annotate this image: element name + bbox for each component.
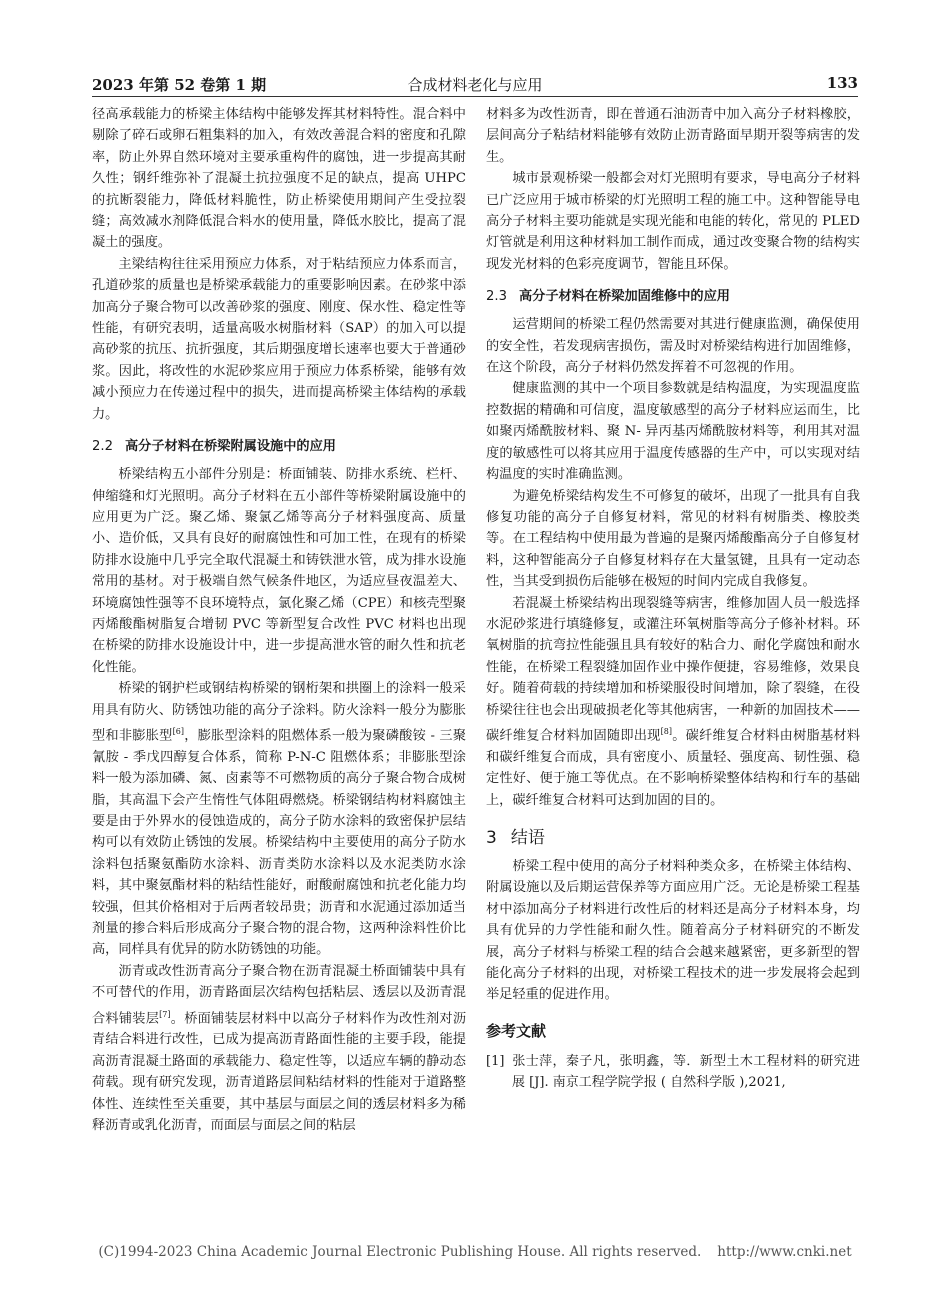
paragraph: 为避免桥梁结构发生不可修复的破坏，出现了一批具有自我修复功能的高分子自修复材料，常见的材料有树脂类、橡胶类等。在工程结构中使用最为普遍的是聚丙烯酸酯高分子自修复材料，这种智能高分子自修复材料存在大量氢键，且具有一定动态性，当其受到损伤后能够在极短的时间内完成自我修复。 <box>486 488 860 590</box>
copyright-notice: (C)1994-2023 China Academic Journal Electronic Publishing House. All rights reserved. <box>98 1244 702 1260</box>
journal-title: 合成材料老化与应用 <box>407 76 543 94</box>
section-number: 2.3 <box>486 289 507 305</box>
paragraph <box>92 961 466 1137</box>
section-number: 2.2 <box>92 439 113 455</box>
text-run: ，膨胀型涂料的阻燃体系一般为聚磷酸铵 - 三聚氰胺 - 季戊四醇复合体系，简称 P-N-C 阻燃体系；非膨胀型涂料一般为添加磷、氮、卤素等不可燃物质的高分子聚合物合成树脂，其高温下会产生惰性气体阻碍燃烧。桥梁钢结构材料腐蚀主要是由于外界水的侵蚀造成的，高分子防水涂料的致密保护层结构可以有效防止锈蚀的发展。桥梁结构中主要使用的高分子防水涂料包括聚氨酯防水涂料、沥青类防水涂料以及水泥类防水涂料，其中聚氨酯材料的粘结性能好，耐酸耐腐蚀和抗老化能力均较强，但其价格相对于后两者较昂贵；沥青和水泥通过添加适当剂量的掺合料后形成高分子聚合物的混合物，这两种涂料性价比高，同样具有优异的防水防锈蚀的功能。 <box>92 728 467 958</box>
paragraph: 城市景观桥梁一般都会对灯光照明有要求，导电高分子材料已广泛应用于城市桥梁的灯光照明工程的施工中。这种智能导电高分子材料主要功能就是实现光能和电能的转化，常见的 PLED 灯管就是利用这种材料加工制作而成，通过改变聚合物的结构实现发光材料的色彩亮度调节，智能且环保。 <box>486 171 860 272</box>
left-column <box>92 104 466 1136</box>
running-header <box>92 72 858 97</box>
reference-text: 张士萍，秦子凡，张明鑫，等．新型土木工程材料的研究进展 [J]. 南京工程学院学报 ( 自然科学版 ),2021, <box>512 1053 860 1090</box>
section-heading-2-2 <box>92 435 466 454</box>
issue-info: 2023 年第 52 卷第 1 期 <box>92 76 267 94</box>
text-run: 沥青或改性沥青高分子聚合物在沥青混凝土桥面铺装中具有不可替代的作用，沥青路面层次结构包括粘层、透层以及沥青混合料铺装层 <box>92 963 466 1027</box>
footer <box>0 1244 950 1260</box>
citation-7[interactable]: [7] <box>159 1009 171 1019</box>
paragraph: 桥梁工程中使用的高分子材料种类众多，在桥梁主体结构、附属设施以及后期运营保养等方面应用广泛。无论是桥梁工程基材中添加高分子材料进行改性后的材料还是高分子材料本身，均具有优异的力学性能和耐久性。随着高分子材料研究的不断发展，高分子材料与桥梁工程的结合会越来越紧密，更多新型的智能化高分子材料的出现，对桥梁工程技术的进一步发展将会起到举足轻重的促进作用。 <box>486 858 860 1003</box>
paragraph <box>92 678 466 961</box>
citation-8[interactable]: [8] <box>660 726 672 736</box>
paragraph: 健康监测的其中一个项目参数就是结构温度，为实现温度监控数据的精确和可信度，温度敏感型的高分子材料应运而生，比如聚丙烯酰胺材料、聚 N- 异丙基丙烯酰胺材料等，利用其对温度的敏感性可以将其应用于温度传感器的生产中，可以实现对结构温度的实时准确监测。 <box>486 381 860 483</box>
right-column <box>486 104 860 1093</box>
references-heading: 参考文献 <box>486 1021 547 1040</box>
reference-number: [1] <box>486 1053 505 1069</box>
section-title: 高分子材料在桥梁附属设施中的应用 <box>124 439 336 455</box>
text-run: 。桥面铺装层材料中以高分子材料作为改性剂对沥青结合料进行改性，已成为提高沥青路面性能的主要手段，能提高沥青混凝土路面的承载能力、稳定性等，以适应车辆的静动态荷载。现有研究发现，沥青道路层间粘结材料的性能对于道路整体性、连续性至关重要，其中基层与面层之间的透层材料多为稀释沥青或乳化沥青，而面层与面层之间的粘层 <box>92 1011 467 1134</box>
text-run: 桥梁的钢护栏或钢结构桥梁的钢桁架和拱圈上的涂料一般采用具有防火、防锈蚀功能的高分子涂料。防火涂料一般分为膨胀型和非膨胀型 <box>92 681 466 744</box>
paragraph <box>486 593 860 811</box>
reference-item <box>486 1051 860 1093</box>
text-run: 。碳纤维复合材料由树脂基材料和碳纤维复合而成，具有密度小、质量轻、强度高、韧性强、稳定性好、便于施工等优点。在不影响桥梁整体结构和行车的基础上，碳纤维复合材料可达到加固的目的。 <box>486 728 861 808</box>
section-title: 结语 <box>510 827 545 848</box>
paragraph: 运营期间的桥梁工程仍然需要对其进行健康监测，确保使用的安全性，若发现病害损伤，需及时对桥梁结构进行加固维修，在这个阶段，高分子材料仍然发挥着不可忽视的作用。 <box>486 317 860 376</box>
text-run: 若混凝土桥梁结构出现裂缝等病害，维修加固人员一般选择水泥砂浆进行填缝修复，或灌注环氧树脂等高分子修补材料。环氧树脂的抗弯拉性能强且具有较好的粘合力、耐化学腐蚀和耐水性能，在桥梁工程裂缝加固作业中操作便捷，容易维修，效果良好。随着荷载的持续增加和桥梁服役时间增加，除了裂缝，在役桥梁往往也会出现破损老化等其他病害，一种新的加固技术——碳纤维复合材料加固随即出现 <box>486 595 860 744</box>
footer-url[interactable]: http://www.cnki.net <box>717 1244 852 1260</box>
page-number: 133 <box>826 74 858 92</box>
paragraph: 材料多为改性沥青，即在普通石油沥青中加入高分子材料橡胶，层间高分子粘结材料能够有效防止沥青路面早期开裂等病害的发生。 <box>486 107 860 165</box>
paragraph: 桥梁结构五小部件分别是：桥面铺装、防排水系统、栏杆、伸缩缝和灯光照明。高分子材料在五小部件等桥梁附属设施中的应用更为广泛。聚乙烯、聚氯乙烯等高分子材料强度高、质量小、造价低，又具有良好的耐腐蚀性和可加工性，在现有的桥梁防排水设施中几乎完全取代混凝土和铸铁泄水管，成为排水设施常用的基材。对于极端自然气候条件地区，为适应昼夜温差大、环境腐蚀性强等不良环境特点，氯化聚乙烯（CPE）和核壳型聚丙烯酸酯树脂复合增韧 PVC 等新型复合改性 PVC 材料也出现在桥梁的防排水设施设计中，进一步提高泄水管的耐久性和抗老化性能。 <box>92 467 466 675</box>
paragraph: 主梁结构往往采用预应力体系，对于粘结预应力体系而言，孔道砂浆的质量也是桥梁承载能力的重要影响因素。在砂浆中添加高分子聚合物可以改善砂浆的强度、刚度、保水性、稳定性等性能，有研究表明，适量高吸水树脂材料（SAP）的加入可以提高砂浆的抗压、抗折强度，其后期强度增长速率也要大于普通砂浆。因此，将改性的水泥砂浆应用于预应力体系桥梁，能够有效减小预应力在传递过程中的损失，进而提高桥梁主体结构的承载力。 <box>92 256 466 422</box>
section-number: 3 <box>486 827 497 848</box>
paragraph: 径高承载能力的桥梁主体结构中能够发挥其材料特性。混合料中剔除了碎石或卵石粗集料的加入，有效改善混合料的密度和孔隙率，防止外界自然环境对主要承重构件的腐蚀，进一步提高其耐久性；钢纤维弥补了混凝土抗拉强度不足的缺点，提高 UHPC 的抗断裂能力，降低材料脆性，防止桥梁使用期间产生受拉裂缝；高效减水剂降低混合料水的使用量，降低水胶比，提高了混凝土的强度。 <box>92 107 466 251</box>
section-title: 高分子材料在桥梁加固维修中的应用 <box>518 289 730 305</box>
citation-6[interactable]: [6] <box>172 726 184 736</box>
section-heading-2-3 <box>486 285 860 304</box>
section-heading-3 <box>486 823 860 848</box>
